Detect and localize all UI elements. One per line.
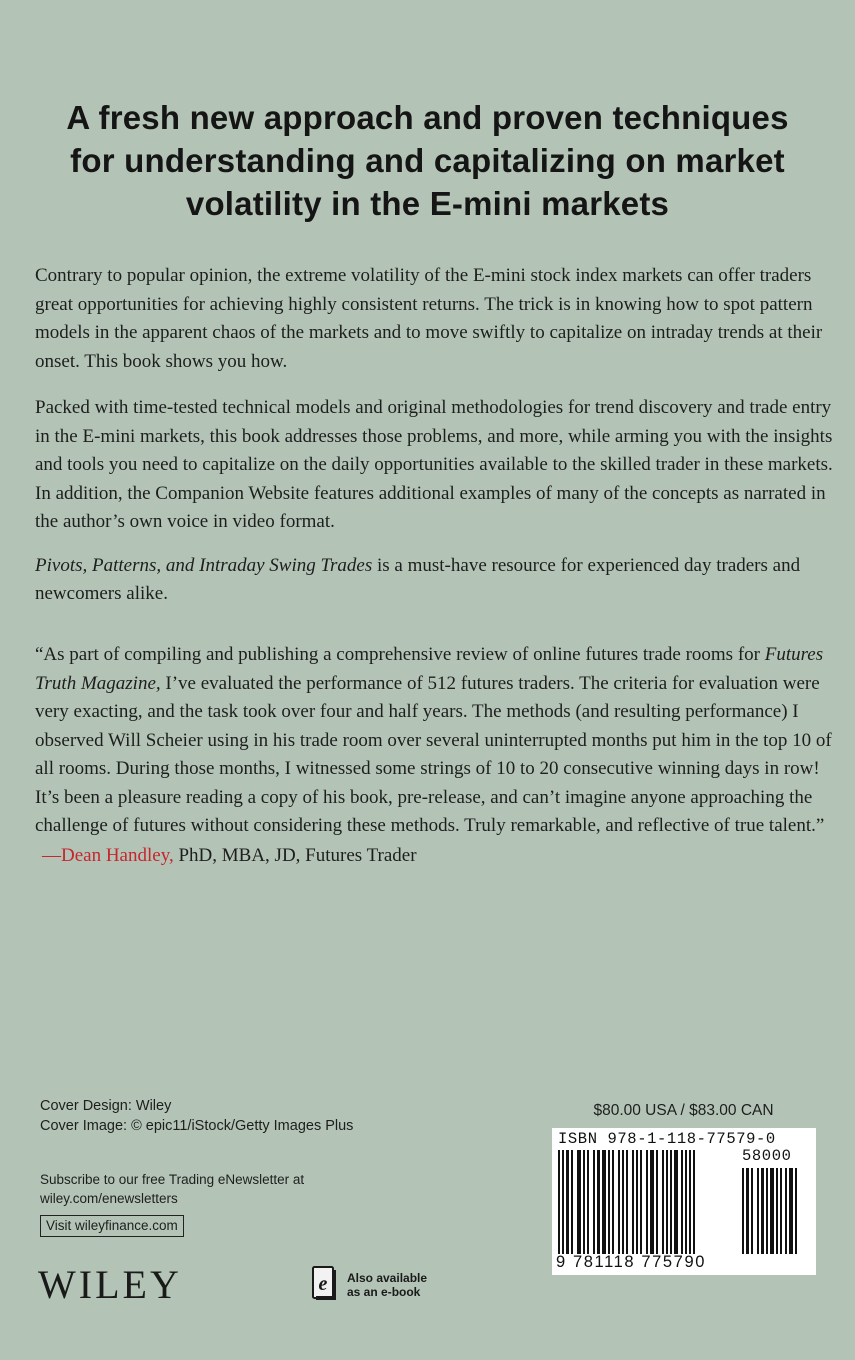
review-attribution: [42, 842, 642, 870]
price-label: $80.00 USA / $83.00 CAN: [593, 1102, 774, 1119]
barcode-bar: [770, 1168, 774, 1254]
barcode-panel: [552, 1128, 816, 1275]
barcode-bar: [742, 1168, 744, 1254]
barcode-bar: [562, 1150, 564, 1254]
barcode-bar: [666, 1150, 668, 1254]
headline-line-1: A fresh new approach and proven techniques: [66, 99, 789, 136]
barcode-bar: [670, 1150, 672, 1254]
barcode-bar: [746, 1168, 749, 1254]
newsletter-subscribe: [40, 1170, 304, 1208]
barcode-bar: [558, 1150, 560, 1254]
book-title-italic: Pivots, Patterns, and Intraday Swing Trades: [35, 554, 373, 576]
reviewer-name: —Dean Handley,: [42, 845, 174, 866]
barcode-bar: [636, 1150, 638, 1254]
barcode-digits: 9 781118 775790: [556, 1253, 707, 1271]
barcode-bar: [751, 1168, 753, 1254]
barcode-bar: [640, 1150, 642, 1254]
cover-image-credit: Cover Image: © epic11/iStock/Getty Images Plus: [40, 1117, 354, 1134]
barcode-bar: [785, 1168, 787, 1254]
addon-barcode: [742, 1168, 808, 1254]
barcode-bar: [689, 1150, 691, 1254]
reviewer-credentials: PhD, MBA, JD, Futures Trader: [173, 845, 417, 866]
price-addon-code: 58000: [742, 1147, 792, 1165]
barcode-bar: [789, 1168, 793, 1254]
barcode-bar: [780, 1168, 782, 1254]
barcode-bar: [776, 1168, 778, 1254]
barcode-bar: [566, 1150, 569, 1254]
headline-line-3: volatility in the E-mini markets: [185, 185, 670, 222]
barcode-bar: [587, 1150, 589, 1254]
barcode-bar: [618, 1150, 620, 1254]
description-paragraph-2: Packed with time-tested technical models and original methodologies for trend discovery and trade entry in the E-mini markets, this book addresses those problems, and more, while arming you with the insights and tools you need to capitalize on the daily opportunities available to the skilled trader in these markets. In addition, the Companion Website features additional examples of many of the concepts as narrated in the author’s own voice in video format.: [35, 397, 833, 532]
magazine-title: Futures Truth Magazine,: [35, 644, 824, 694]
ebook-icon: [312, 1266, 337, 1301]
cover-credits: [40, 1097, 353, 1136]
quote-rest: I’ve evaluated the performance of 512 futures traders. The criteria for evaluation were very exacting, and the task took over four and half years. The methods (and resulting performance) I observed Will Scheier using in his trade room over several uninterrupted months put him in the top 10 of all rooms. During those months, I witnessed some strings of 10 to 20 consecutive winning days in row! It’s been a pleasure reading a copy of his book, pre-release, and can’t imagine anyone approaching the challenge of futures without considering these methods. Truly remarkable, and reflective of true talent.”: [35, 672, 832, 836]
ebook-line-2: as an e-book: [347, 1285, 421, 1299]
barcode-bar: [685, 1150, 687, 1254]
review-quote: [35, 641, 835, 841]
barcode-bar: [681, 1150, 683, 1254]
subscribe-line-1: Subscribe to our free Trading eNewsletter at: [40, 1172, 305, 1187]
barcode-bar: [583, 1150, 585, 1254]
barcode-bar: [656, 1150, 658, 1254]
barcode-bar: [593, 1150, 595, 1254]
barcode-bar: [571, 1150, 573, 1254]
barcode-bar: [602, 1150, 606, 1254]
back-cover-headline: [40, 96, 815, 225]
cover-design-credit: Cover Design: Wiley: [40, 1098, 172, 1114]
barcode-bar: [766, 1168, 768, 1254]
barcode-bar: [674, 1150, 678, 1254]
visit-website-box[interactable]: Visit wileyfinance.com: [40, 1215, 184, 1237]
subscribe-link[interactable]: wiley.com/enewsletters: [40, 1191, 178, 1206]
description-paragraph-3-rest: is a must-have resource for experienced day traders and newcomers alike.: [35, 554, 801, 604]
book-description: [35, 262, 835, 609]
headline-line-2: for understanding and capitalizing on market: [70, 142, 785, 179]
barcode-bar: [757, 1168, 759, 1254]
quote-start: “As part of compiling and publishing a comprehensive review of online futures trade rooms for: [35, 644, 765, 665]
description-paragraph-1: Contrary to popular opinion, the extreme volatility of the E-mini stock index markets can offer traders great opportunities for achieving highly consistent returns. The trick is in knowing how to spot pattern models in the apparent chaos of the markets and to move swiftly to capitalize on intraday trends at their onset. This book shows you how.: [35, 265, 823, 372]
barcode-bar: [597, 1150, 600, 1254]
ebook-icon-glyph: e: [318, 1273, 328, 1295]
barcode-bar: [608, 1150, 610, 1254]
barcode-bar: [693, 1150, 695, 1254]
barcode-bar: [662, 1150, 664, 1254]
barcode-bar: [612, 1150, 614, 1254]
barcode-bar: [577, 1150, 581, 1254]
barcode-bar: [646, 1150, 648, 1254]
barcode-bar: [795, 1168, 797, 1254]
barcode-bar: [622, 1150, 624, 1254]
ebook-availability: [347, 1271, 427, 1299]
barcode-bar: [632, 1150, 634, 1254]
wiley-logo: WILEY: [38, 1262, 182, 1307]
barcode-bar: [650, 1150, 654, 1254]
barcode-bar: [761, 1168, 764, 1254]
barcode-bar: [626, 1150, 628, 1254]
description-paragraph-3: [35, 552, 835, 609]
isbn-number: ISBN 978-1-118-77579-0: [558, 1130, 776, 1148]
ebook-line-1: Also available: [347, 1271, 428, 1285]
isbn-barcode: [558, 1150, 736, 1254]
